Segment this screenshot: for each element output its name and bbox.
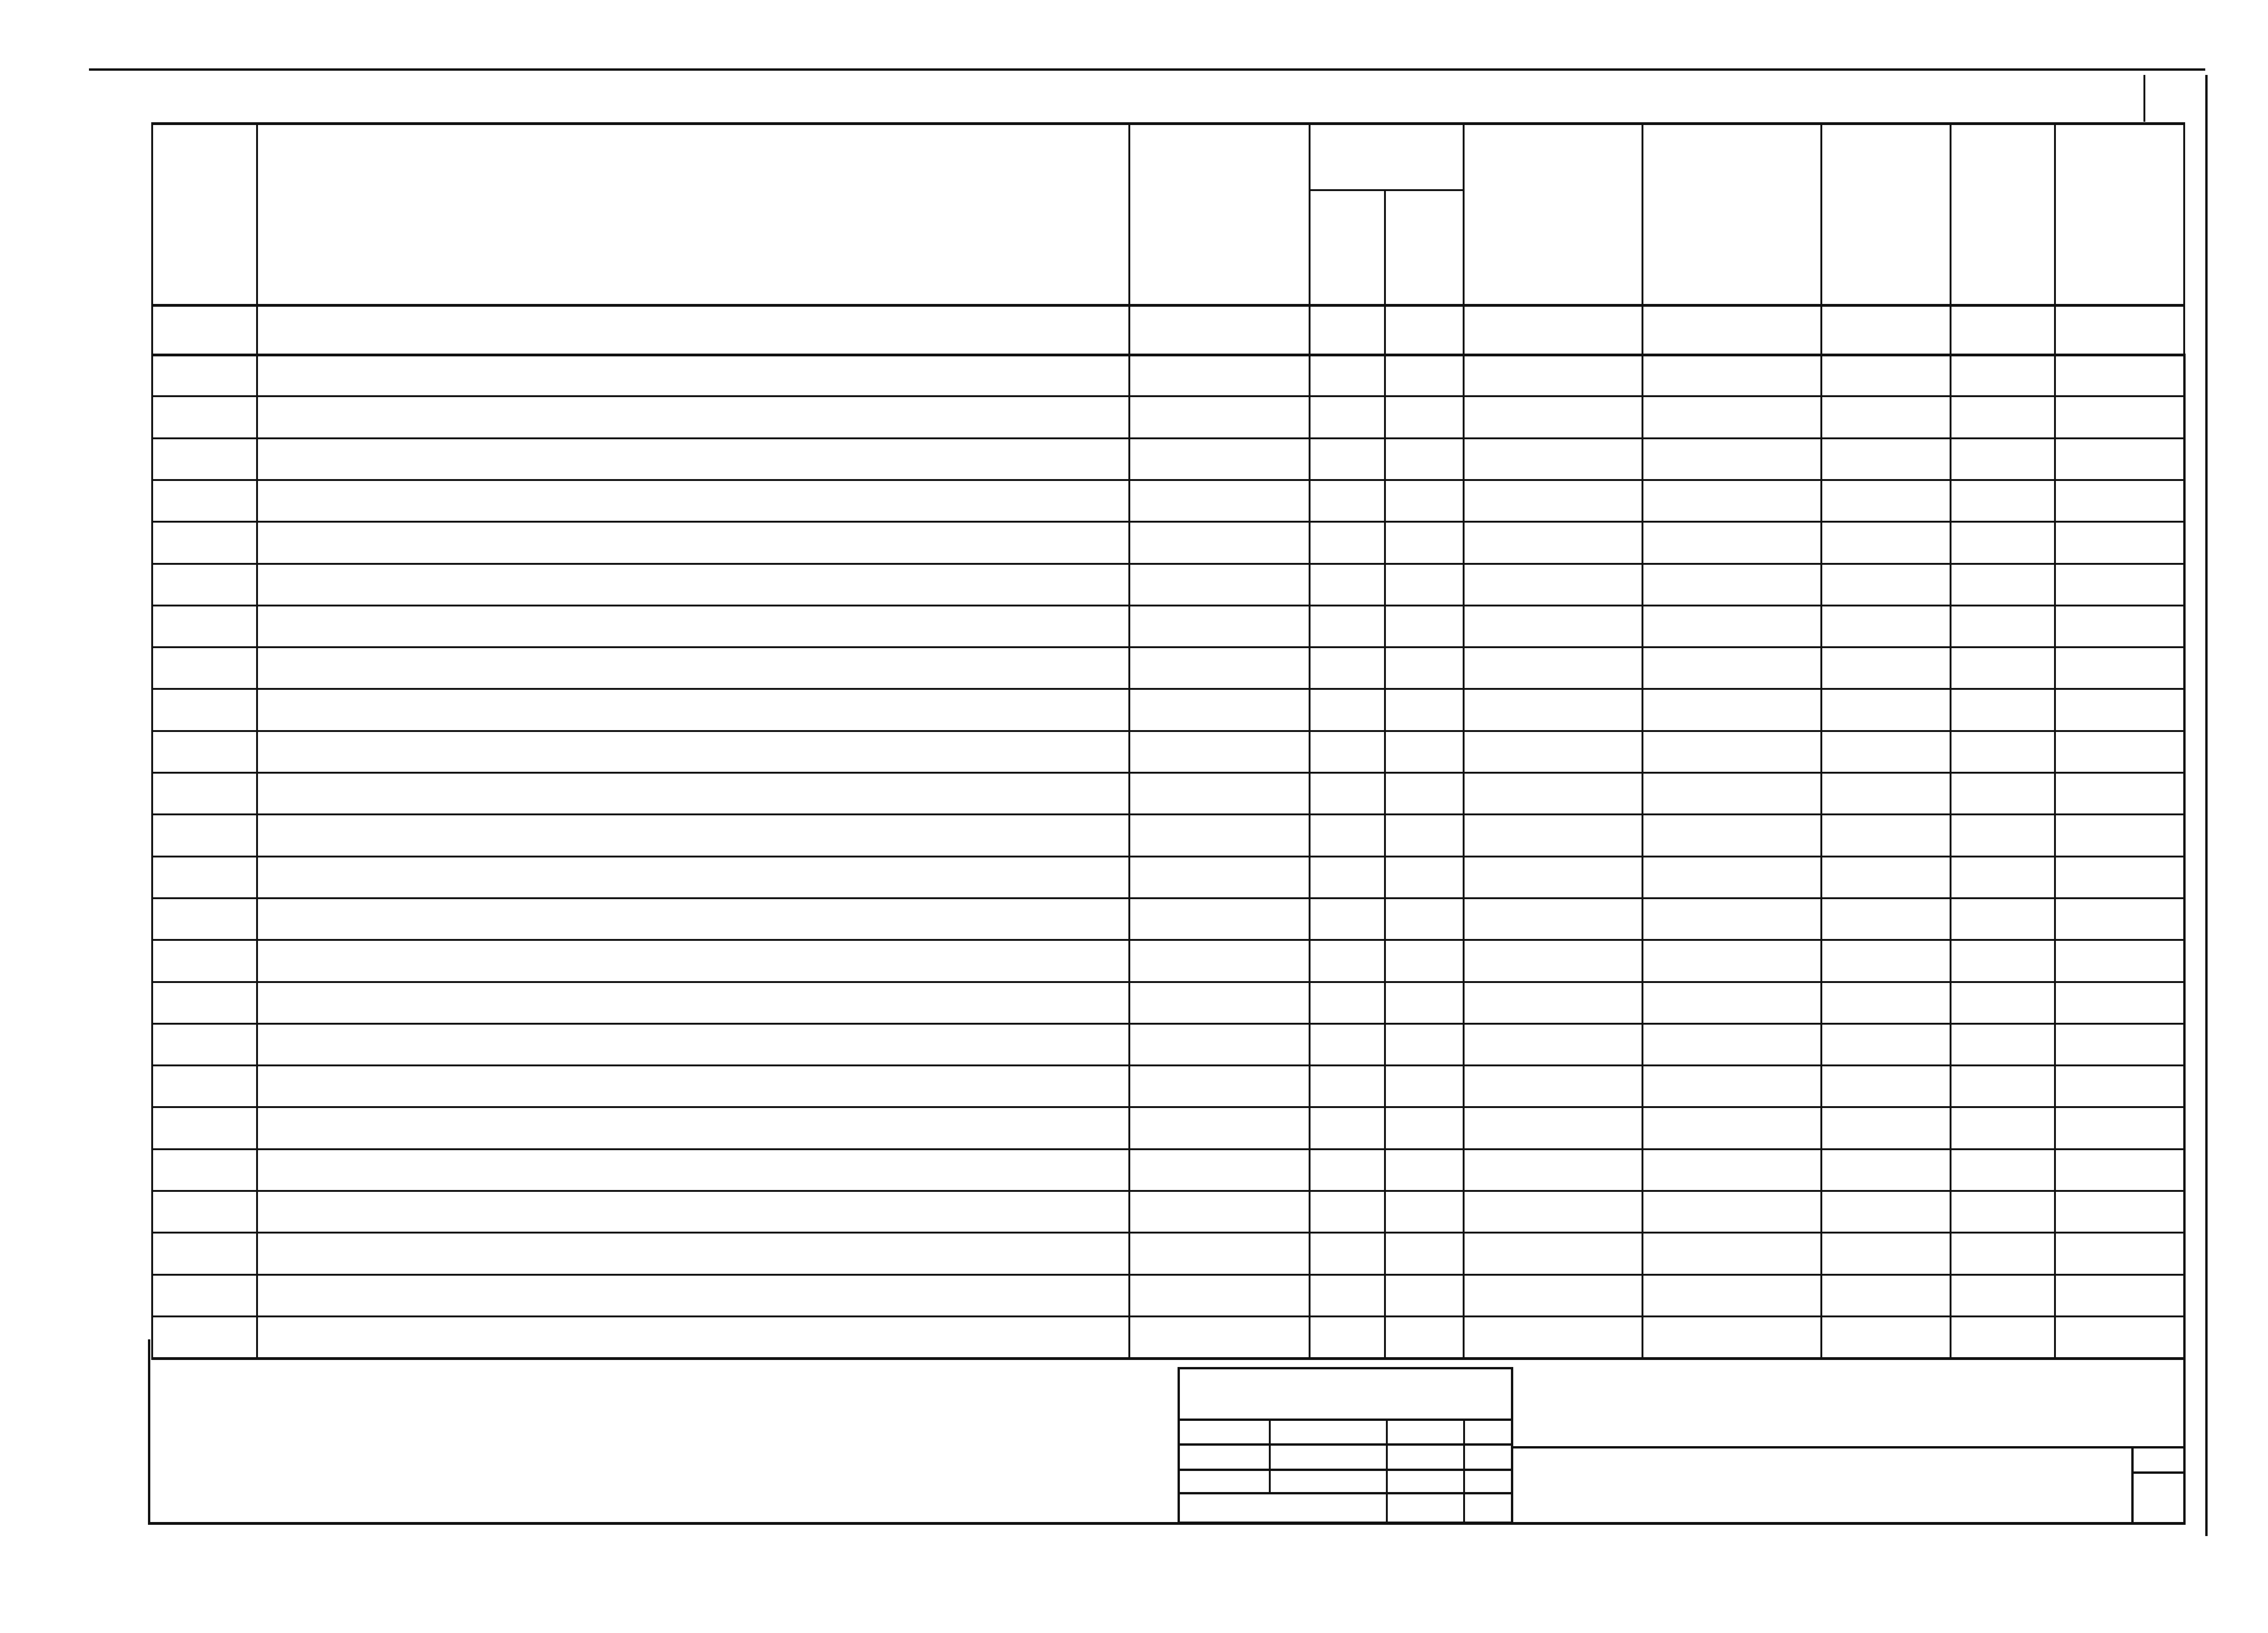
row-line [151,981,2183,983]
stamp-line [1180,1492,1511,1494]
row-line [151,939,2183,941]
row-line [151,772,2183,774]
stamp-line [1180,1469,1511,1471]
column-line [1309,122,1311,1357]
stamp-line [1180,1443,1511,1446]
stamp-divider [1386,1419,1388,1524]
row-line [151,1232,2183,1234]
row-line [151,730,2183,732]
sheet-divider [2134,1471,2185,1474]
column-line [2054,122,2056,1357]
row-line [151,563,2183,565]
column-line [1642,122,1643,1357]
column-line [1820,122,1822,1357]
row-line [151,1190,2183,1192]
row-line [151,1274,2183,1276]
frame-right-inner [2183,354,2186,1524]
frame-right [2205,75,2208,1536]
bottom-rule [148,1522,2186,1525]
corner-box-left [2143,75,2145,122]
row-line [151,605,2183,606]
row-line [151,1064,2183,1066]
column-line [151,122,153,1357]
stamp-block [1178,1367,1513,1524]
stamp-line [1180,1419,1511,1421]
row-line [151,688,2183,690]
column-line [1950,122,1951,1357]
row-line [151,897,2183,899]
header-top-line [151,122,2183,125]
document-code-top [176,84,204,112]
bottom-strip-top [1513,1446,2186,1448]
sheet-box [2131,1446,2185,1524]
stamp-divider [1463,1419,1465,1524]
row-line [151,813,2183,815]
row-line [151,1357,2183,1360]
column-line [1128,122,1130,1357]
row-line [151,1106,2183,1108]
row-line [151,479,2183,481]
row-line [151,521,2183,523]
row-line [151,437,2183,439]
top-rule [89,68,2205,71]
row-line [151,646,2183,648]
column-line [256,122,258,1357]
row-line [151,395,2183,397]
header-bottom-line [151,304,2183,307]
frame-left [148,1339,150,1524]
col-number-line [151,354,2183,356]
row-line [151,1148,2183,1150]
row-line [151,1315,2183,1317]
row-line [151,1023,2183,1025]
row-line [151,856,2183,857]
column-line [1463,122,1465,1357]
stamp-divider [1269,1419,1271,1493]
